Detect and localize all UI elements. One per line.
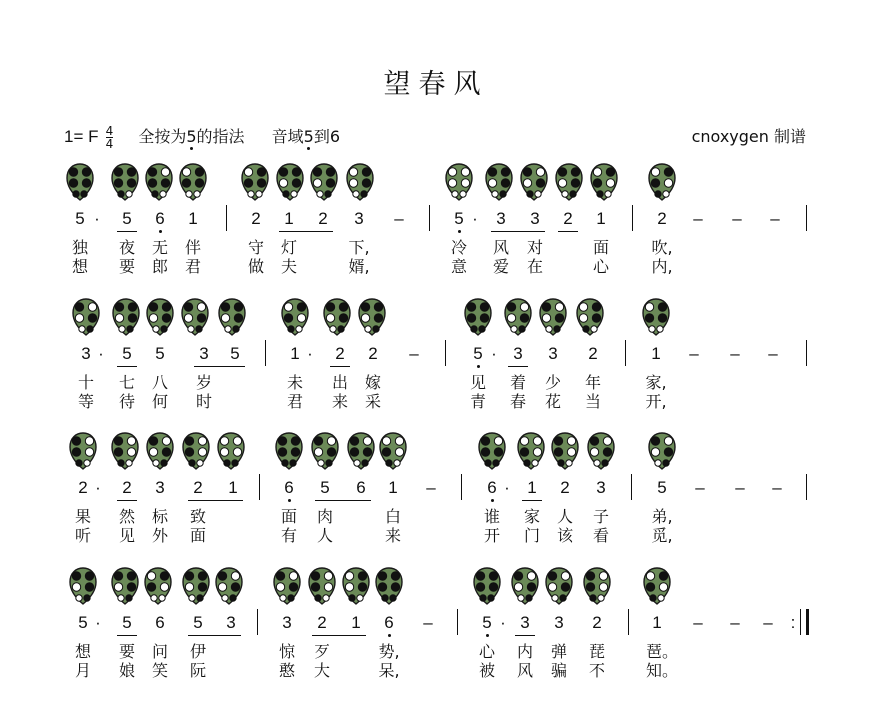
ocarina-fingering-icon [345, 163, 375, 201]
ocarina-fingering-icon [463, 298, 493, 336]
ocarina-fingering-icon [538, 298, 568, 336]
note-number: 6 [278, 479, 300, 497]
bar-line [806, 474, 807, 500]
note-number: 1 [228, 478, 238, 497]
ocarina-fingering-icon [444, 163, 474, 201]
lyric-verse-2: 君 [184, 257, 201, 276]
bar-line [257, 609, 258, 635]
dotted-note-mark: · [95, 478, 101, 497]
sustain-dash: – [768, 344, 778, 363]
lyric-verse-2: 君 [286, 392, 303, 411]
ocarina-fingering-icon [642, 567, 672, 605]
lyric-verse-2: 郎 [151, 257, 168, 276]
ocarina-fingering-icon [586, 432, 616, 470]
lyric-verse-2: 娘 [118, 661, 135, 680]
note-number: 5 [193, 613, 203, 632]
lyric-verse-2: 来 [384, 526, 401, 545]
note-number: 5 [476, 614, 498, 632]
lyric-verse-2: 采 [364, 392, 381, 411]
lyric-verse-1: 对 [526, 238, 543, 257]
sustain-dash: – [689, 344, 699, 363]
bar-line [457, 609, 458, 635]
note-number: 2 [335, 344, 345, 363]
ocarina-fingering-icon [110, 567, 140, 605]
lyric-verse-1: 家, [645, 373, 667, 392]
bar-line [800, 609, 801, 635]
note-number: 5 [467, 345, 489, 363]
note-number: 6 [356, 478, 366, 497]
lyric-verse-2: 时 [195, 392, 212, 411]
ocarina-fingering-icon [240, 163, 270, 201]
sustain-dash: – [730, 613, 740, 632]
time-signature-numerator: 4 [105, 124, 114, 138]
song-title: 望春风 [383, 69, 489, 100]
ocarina-fingering-icon [341, 567, 371, 605]
beam-underline [508, 366, 528, 367]
sustain-dash: – [423, 613, 433, 632]
note-number: 1 [652, 613, 662, 632]
ocarina-fingering-icon [68, 567, 98, 605]
ocarina-fingering-icon [322, 298, 352, 336]
dotted-note-mark: · [94, 209, 100, 228]
lyric-verse-1: 风 [492, 238, 509, 257]
sustain-dash: – [730, 344, 740, 363]
lyric-verse-2: 做 [247, 257, 264, 276]
ocarina-fingering-icon [272, 567, 302, 605]
lyric-verse-1: 少 [544, 373, 561, 392]
note-number: 3 [496, 209, 506, 228]
bar-line [625, 340, 626, 366]
sustain-dash: – [772, 478, 782, 497]
range-note [272, 127, 340, 146]
lyric-verse-2: 何 [151, 392, 168, 411]
ocarina-fingering-icon [641, 298, 671, 336]
lyric-verse-1: 未 [286, 373, 303, 392]
note-number: 2 [592, 613, 602, 632]
beam-underline [188, 635, 241, 636]
lyric-verse-1: 果 [74, 507, 91, 526]
bar-line [632, 205, 633, 231]
time-signature-denominator: 4 [105, 137, 114, 151]
sustain-dash: – [732, 209, 742, 228]
note-number: 5 [78, 613, 88, 632]
lyric-verse-2: 门 [523, 526, 540, 545]
lyric-verse-1: 七 [118, 373, 135, 392]
lyric-verse-1: 内 [516, 642, 533, 661]
ocarina-fingering-icon [214, 567, 244, 605]
ocarina-fingering-icon [647, 163, 677, 201]
beam-underline [312, 635, 366, 636]
note-number: 3 [354, 209, 364, 228]
lyric-verse-1: 着 [509, 373, 526, 392]
note-number: 3 [199, 344, 209, 363]
lyric-verse-1: 面 [280, 507, 297, 526]
fingering-note [138, 127, 249, 146]
lyric-verse-1: 面 [592, 238, 609, 257]
bar-line [806, 609, 809, 635]
bar-line [226, 205, 227, 231]
note-number: 2 [317, 613, 327, 632]
note-number: 2 [318, 209, 328, 228]
beam-underline [117, 231, 137, 232]
lyric-verse-2: 开, [645, 392, 667, 411]
note-number: 2 [122, 478, 132, 497]
author-credit: cnoxygen 制谱 [691, 127, 806, 146]
sustain-dash: – [409, 344, 419, 363]
sustain-dash: – [693, 209, 703, 228]
dotted-note-mark: · [472, 209, 478, 228]
lyric-verse-2: 面 [189, 526, 206, 545]
lyric-verse-1: 年 [584, 373, 601, 392]
lyric-verse-2: 开 [483, 526, 500, 545]
note-number: 5 [320, 478, 330, 497]
note-number: 5 [448, 210, 470, 228]
lyric-verse-1: 要 [118, 642, 135, 661]
ocarina-fingering-icon [110, 432, 140, 470]
ocarina-fingering-icon [111, 298, 141, 336]
beam-underline [315, 500, 371, 501]
fingering-note-number: 5 [186, 127, 197, 146]
lyric-verse-2: 该 [556, 526, 573, 545]
lyric-verse-1: 夜 [118, 238, 135, 257]
dotted-note-mark: · [95, 613, 101, 632]
lyric-verse-1: 见 [469, 373, 486, 392]
lyric-verse-1: 然 [118, 507, 135, 526]
range-prefix: 音域 [271, 127, 304, 146]
ocarina-fingering-icon [68, 432, 98, 470]
lyric-verse-2: 憨 [278, 661, 295, 680]
lyric-verse-2: 风 [516, 661, 533, 680]
ocarina-fingering-icon [374, 567, 404, 605]
time-signature [106, 125, 114, 150]
ocarina-fingering-icon [357, 298, 387, 336]
lyric-verse-1: 想 [74, 642, 91, 661]
sustain-dash: – [735, 478, 745, 497]
lyric-verse-1: 出 [331, 373, 348, 392]
note-number: 5 [155, 344, 165, 363]
sustain-dash: – [763, 613, 773, 632]
beam-underline [117, 500, 137, 501]
sustain-dash: – [693, 613, 703, 632]
lyric-verse-2: 意 [450, 257, 467, 276]
note-number: 1 [527, 478, 537, 497]
lyric-verse-1: 势, [378, 642, 400, 661]
lyric-verse-2: 花 [544, 392, 561, 411]
lyric-verse-2: 大 [313, 661, 330, 680]
ocarina-fingering-icon [582, 567, 612, 605]
note-number: 3 [520, 613, 530, 632]
ocarina-fingering-icon [472, 567, 502, 605]
lyric-verse-1: 岁 [195, 373, 212, 392]
beam-underline [491, 231, 545, 232]
note-number: 2 [560, 478, 570, 497]
range-to: 到 [313, 127, 330, 146]
bar-line [628, 609, 629, 635]
bar-line [429, 205, 430, 231]
ocarina-fingering-icon [519, 163, 549, 201]
ocarina-fingering-icon [110, 163, 140, 201]
note-number: 1 [596, 209, 606, 228]
bar-line [265, 340, 266, 366]
beam-underline [188, 500, 243, 501]
dotted-note-mark: · [98, 344, 104, 363]
note-number: 1 [351, 613, 361, 632]
ocarina-fingering-icon [71, 298, 101, 336]
ocarina-fingering-icon [180, 298, 210, 336]
ocarina-fingering-icon [484, 163, 514, 201]
note-number: 3 [282, 613, 292, 632]
note-number: 2 [657, 209, 667, 228]
note-number: 2 [563, 209, 573, 228]
lyric-verse-1: 琵 [588, 642, 605, 661]
lyric-verse-2: 人 [316, 526, 333, 545]
sustain-dash: – [394, 209, 404, 228]
lyric-verse-2: 月 [74, 661, 91, 680]
ocarina-fingering-icon [307, 567, 337, 605]
range-high: 6 [329, 127, 341, 146]
ocarina-fingering-icon [310, 432, 340, 470]
ocarina-fingering-icon [65, 163, 95, 201]
beam-underline [522, 500, 542, 501]
beam-underline [117, 635, 137, 636]
lyric-verse-2: 知。 [646, 661, 679, 680]
ocarina-fingering-icon [589, 163, 619, 201]
note-number: 6 [378, 614, 400, 632]
sustain-dash: – [426, 478, 436, 497]
lyric-verse-2: 呆, [378, 661, 400, 680]
lyric-verse-2: 夫 [280, 257, 297, 276]
ocarina-fingering-icon [217, 298, 247, 336]
note-number: 2 [251, 209, 261, 228]
lyric-verse-2: 青 [469, 392, 486, 411]
bar-line [259, 474, 260, 500]
ocarina-fingering-icon [145, 298, 175, 336]
lyric-verse-1: 守 [247, 238, 264, 257]
lyric-verse-2: 骗 [550, 661, 567, 680]
note-number: 3 [554, 613, 564, 632]
note-number: 3 [548, 344, 558, 363]
lyric-verse-2: 内, [651, 257, 673, 276]
note-number: 1 [388, 478, 398, 497]
note-number: 1 [290, 344, 300, 363]
ocarina-fingering-icon [145, 432, 175, 470]
lyric-verse-2: 想 [71, 257, 88, 276]
note-number: 2 [193, 478, 203, 497]
lyric-verse-1: 伴 [184, 238, 201, 257]
lyric-verse-1: 独 [71, 238, 88, 257]
lyric-verse-1: 心 [478, 642, 495, 661]
note-number: 6 [149, 210, 171, 228]
note-number: 3 [513, 344, 523, 363]
note-number: 6 [155, 613, 165, 632]
lyric-verse-2: 当 [584, 392, 601, 411]
ocarina-fingering-icon [575, 298, 605, 336]
lyric-verse-2: 心 [592, 257, 609, 276]
lyric-verse-2: 被 [478, 661, 495, 680]
lyric-verse-1: 无 [151, 238, 168, 257]
lyric-verse-2: 等 [77, 392, 94, 411]
dotted-note-mark: · [500, 613, 506, 632]
lyric-verse-1: 歹 [313, 642, 330, 661]
lyric-verse-1: 惊 [278, 642, 295, 661]
lyric-verse-1: 肉 [316, 507, 333, 526]
score-header-left [64, 124, 340, 150]
note-number: 5 [122, 209, 132, 228]
dotted-note-mark: · [307, 344, 313, 363]
ocarina-fingering-icon [503, 298, 533, 336]
key-signature: 1= F [64, 127, 99, 146]
ocarina-fingering-icon [181, 567, 211, 605]
note-number: 3 [596, 478, 606, 497]
lyric-verse-1: 吹, [651, 238, 673, 257]
lyric-verse-2: 要 [118, 257, 135, 276]
ocarina-fingering-icon [181, 432, 211, 470]
lyric-verse-1: 谁 [483, 507, 500, 526]
lyric-verse-2: 觅, [651, 526, 673, 545]
ocarina-fingering-icon [477, 432, 507, 470]
lyric-verse-2: 阮 [189, 661, 206, 680]
note-number: 1 [651, 344, 661, 363]
lyric-verse-1: 家 [523, 507, 540, 526]
lyric-verse-2: 看 [592, 526, 609, 545]
lyric-verse-1: 标 [151, 507, 168, 526]
note-number: 2 [588, 344, 598, 363]
note-number: 5 [657, 478, 667, 497]
sustain-dash: – [695, 478, 705, 497]
lyric-verse-2: 见 [118, 526, 135, 545]
ocarina-fingering-icon [280, 298, 310, 336]
ocarina-fingering-icon [647, 432, 677, 470]
lyric-verse-1: 弟, [651, 507, 673, 526]
bar-line [445, 340, 446, 366]
lyric-verse-2: 笑 [151, 661, 168, 680]
fingering-prefix: 全按为 [138, 127, 187, 146]
beam-underline [515, 635, 535, 636]
ocarina-fingering-icon [510, 567, 540, 605]
lyric-verse-1: 子 [592, 507, 609, 526]
repeat-sign: : [790, 613, 796, 632]
note-number: 2 [368, 344, 378, 363]
ocarina-fingering-icon [143, 567, 173, 605]
lyric-verse-2: 待 [118, 392, 135, 411]
dotted-note-mark: · [504, 478, 510, 497]
lyric-verse-2: 来 [331, 392, 348, 411]
lyric-verse-2: 有 [280, 526, 297, 545]
lyric-verse-1: 弹 [550, 642, 567, 661]
lyric-verse-1: 冷 [450, 238, 467, 257]
sustain-dash: – [770, 209, 780, 228]
lyric-verse-1: 白 [384, 507, 401, 526]
beam-underline [194, 366, 245, 367]
note-number: 3 [81, 344, 91, 363]
lyric-verse-2: 外 [151, 526, 168, 545]
lyric-verse-2: 爱 [492, 257, 509, 276]
note-number: 5 [122, 613, 132, 632]
ocarina-fingering-icon [178, 163, 208, 201]
lyric-verse-1: 灯 [280, 238, 297, 257]
beam-underline [279, 231, 333, 232]
ocarina-fingering-icon [346, 432, 376, 470]
range-low: 5 [303, 127, 314, 146]
lyric-verse-1: 琶。 [646, 642, 679, 661]
lyric-verse-2: 不 [588, 661, 605, 680]
note-number: 1 [284, 209, 294, 228]
ocarina-fingering-icon [378, 432, 408, 470]
lyric-verse-1: 致 [189, 507, 206, 526]
ocarina-fingering-icon [144, 163, 174, 201]
lyric-verse-2: 听 [74, 526, 91, 545]
ocarina-fingering-icon [550, 432, 580, 470]
lyric-verse-2: 婿, [348, 257, 370, 276]
lyric-verse-1: 伊 [189, 642, 206, 661]
bar-line [631, 474, 632, 500]
ocarina-fingering-icon [216, 432, 246, 470]
beam-underline [558, 231, 578, 232]
note-number: 5 [122, 344, 132, 363]
bar-line [806, 340, 807, 366]
lyric-verse-1: 人 [556, 507, 573, 526]
fingering-suffix: 的指法 [196, 127, 245, 146]
note-number: 6 [481, 479, 503, 497]
ocarina-fingering-icon [309, 163, 339, 201]
ocarina-fingering-icon [544, 567, 574, 605]
note-number: 3 [226, 613, 236, 632]
lyric-verse-2: 在 [526, 257, 543, 276]
beam-underline [330, 366, 350, 367]
lyric-verse-1: 八 [151, 373, 168, 392]
note-number: 5 [230, 344, 240, 363]
beam-underline [117, 366, 137, 367]
note-number: 2 [78, 478, 88, 497]
dotted-note-mark: · [491, 344, 497, 363]
note-number: 3 [530, 209, 540, 228]
bar-line [806, 205, 807, 231]
lyric-verse-1: 嫁 [364, 373, 381, 392]
ocarina-fingering-icon [516, 432, 546, 470]
lyric-verse-1: 十 [77, 373, 94, 392]
ocarina-fingering-icon [274, 432, 304, 470]
ocarina-fingering-icon [275, 163, 305, 201]
lyric-verse-2: 春 [509, 392, 526, 411]
ocarina-fingering-icon [554, 163, 584, 201]
lyric-verse-1: 下, [348, 238, 370, 257]
note-number: 5 [75, 209, 85, 228]
bar-line [461, 474, 462, 500]
note-number: 3 [155, 478, 165, 497]
lyric-verse-1: 问 [151, 642, 168, 661]
note-number: 1 [188, 209, 198, 228]
